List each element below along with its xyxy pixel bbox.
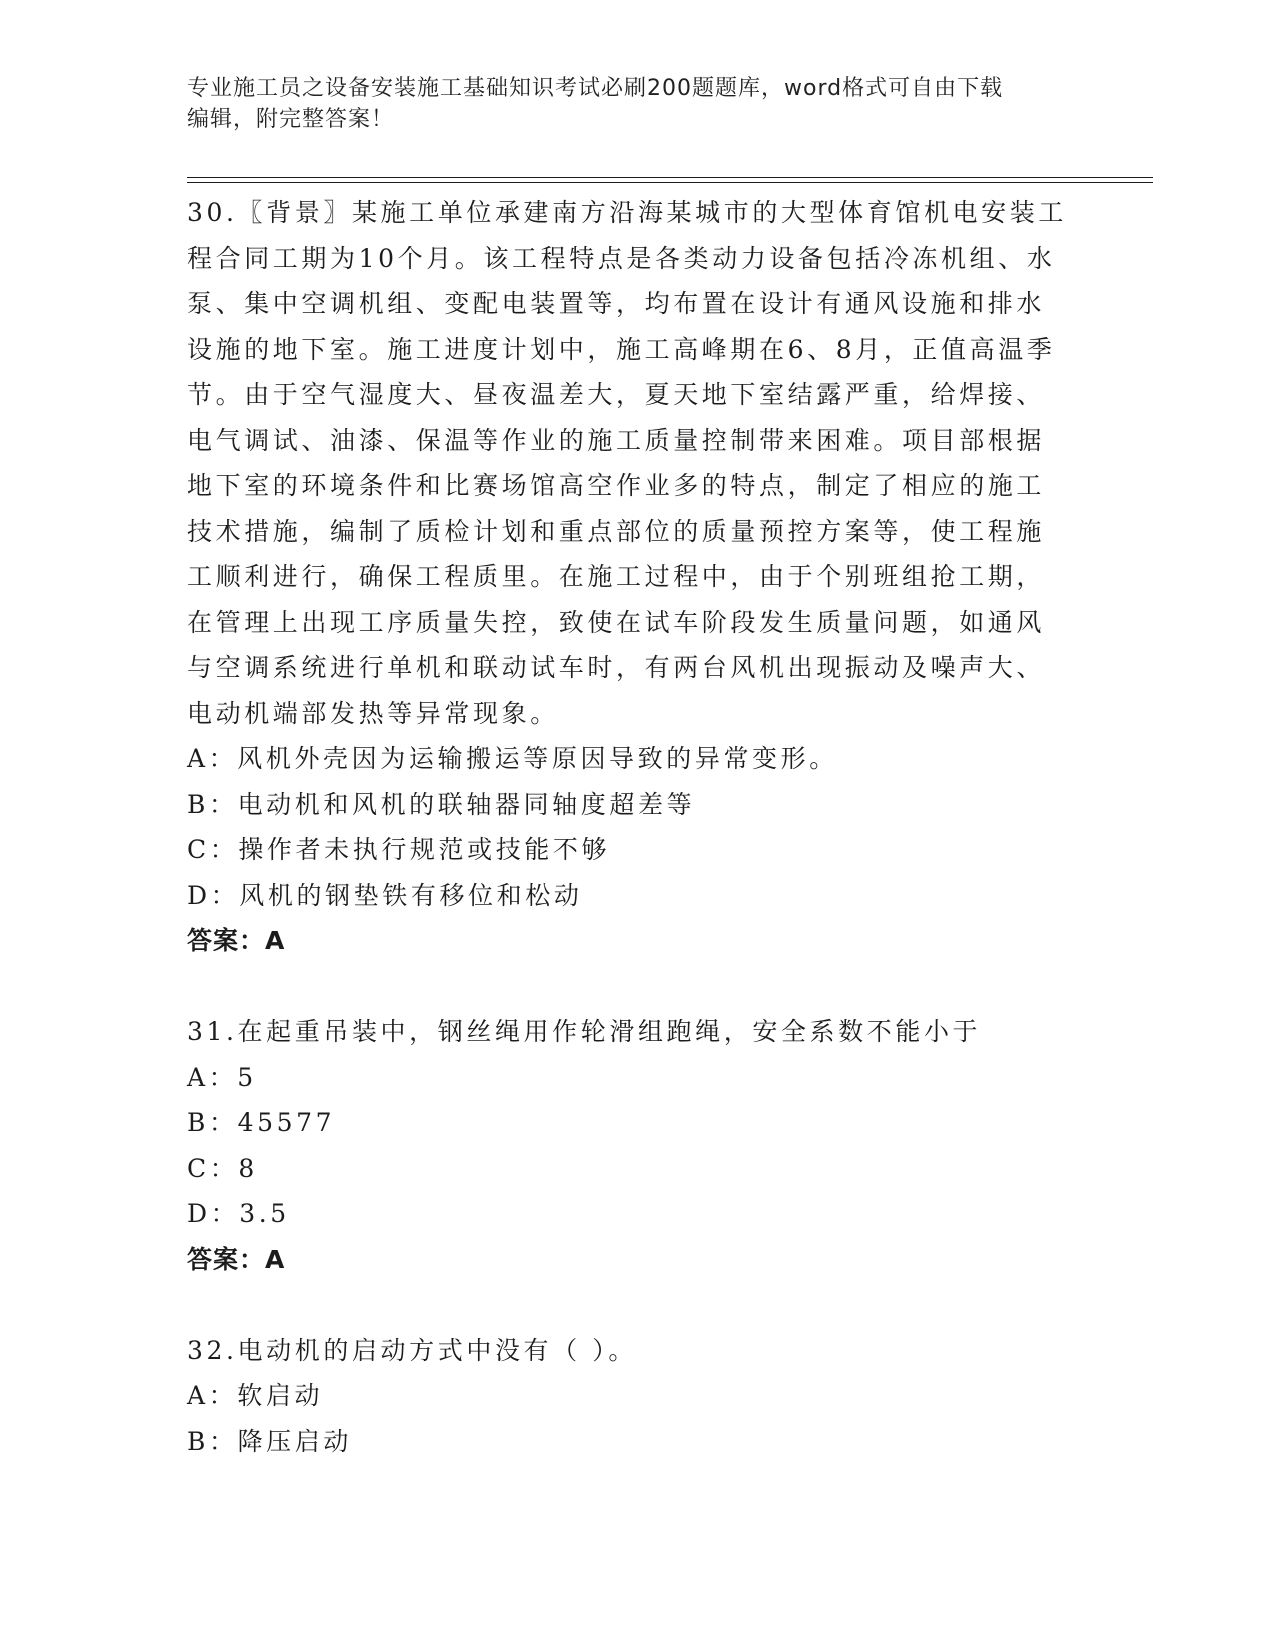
question-list: [187, 190, 1097, 1464]
question-30-stem-line: 技术措施，编制了质检计划和重点部位的质量预控方案等，使工程施: [187, 516, 1046, 546]
question-30-stem-line: 节。由于空气湿度大、昼夜温差大，夏天地下室结露严重，给焊接、: [187, 380, 1046, 409]
question-31-stem-line: 31.在起重吊装中，钢丝绳用作轮滑组跑绳，安全系数不能小于: [187, 1017, 982, 1046]
question-30-stem-line: 电气调试、油漆、保温等作业的施工质量控制带来困难。项目部根据: [187, 425, 1046, 455]
question-31-option-c: C：8: [187, 1153, 258, 1183]
question-30-option-d: D：风机的钢垫铁有移位和松动: [187, 880, 583, 910]
question-30-option-a: A：风机外壳因为运输搬运等原因导致的异常变形。: [187, 744, 838, 773]
document-header: [187, 73, 1087, 135]
question-30-option-b: B：电动机和风机的联轴器同轴度超差等: [187, 789, 696, 819]
question-30-stem-line: 泵、集中空调机组、变配电装置等，均布置在设计有通风设施和排水: [187, 289, 1046, 318]
question-30-stem-line: 工顺利进行，确保工程质里。在施工过程中，由于个别班组抢工期，: [187, 562, 1046, 591]
question-32-stem-line: 32.电动机的启动方式中没有（ ）。: [187, 1335, 638, 1365]
question-31: [187, 1009, 1097, 1282]
header-divider-top: [187, 177, 1153, 178]
question-31-option-d: D：3.5: [187, 1199, 290, 1228]
header-line-1: 专业施工员之设备安装施工基础知识考试必刷200题题库，word格式可自由下载: [187, 76, 1004, 101]
question-30-stem-line: 在管理上出现工序质量失控，致使在试车阶段发生质量问题，如通风: [187, 607, 1046, 637]
question-31-answer: 答案：A: [187, 1244, 286, 1274]
question-30-stem-line: 电动机端部发热等异常现象。: [187, 698, 559, 728]
spacer: [187, 1282, 1097, 1328]
question-30-stem-line: 30.〖背景〗某施工单位承建南方沿海某城市的大型体育馆机电安装工: [187, 198, 1067, 227]
question-32-option-b: B：降压启动: [187, 1426, 352, 1456]
question-31-option-b: B：45577: [187, 1108, 336, 1137]
question-30-answer: 答案：A: [187, 926, 286, 955]
question-31-option-a: A：5: [187, 1062, 257, 1092]
question-32-option-a: A：软启动: [187, 1381, 324, 1410]
question-30-stem-line: 程合同工期为10个月。该工程特点是各类动力设备包括冷冻机组、水: [187, 243, 1056, 273]
question-30-stem-line: 设施的地下室。施工进度计划中，施工高峰期在6、8月，正值高温季: [187, 334, 1056, 364]
question-32: [187, 1328, 1097, 1465]
question-30-stem-line: 地下室的环境条件和比赛场馆高空作业多的特点，制定了相应的施工: [187, 471, 1046, 500]
header-line-2: 编辑，附完整答案！: [187, 107, 395, 132]
spacer: [187, 964, 1097, 1010]
question-30-option-c: C：操作者未执行规范或技能不够: [187, 835, 611, 864]
header-divider-bottom: [187, 182, 1153, 183]
question-30-stem-line: 与空调系统进行单机和联动试车时，有两台风机出现振动及噪声大、: [187, 653, 1046, 682]
question-30: [187, 190, 1097, 964]
